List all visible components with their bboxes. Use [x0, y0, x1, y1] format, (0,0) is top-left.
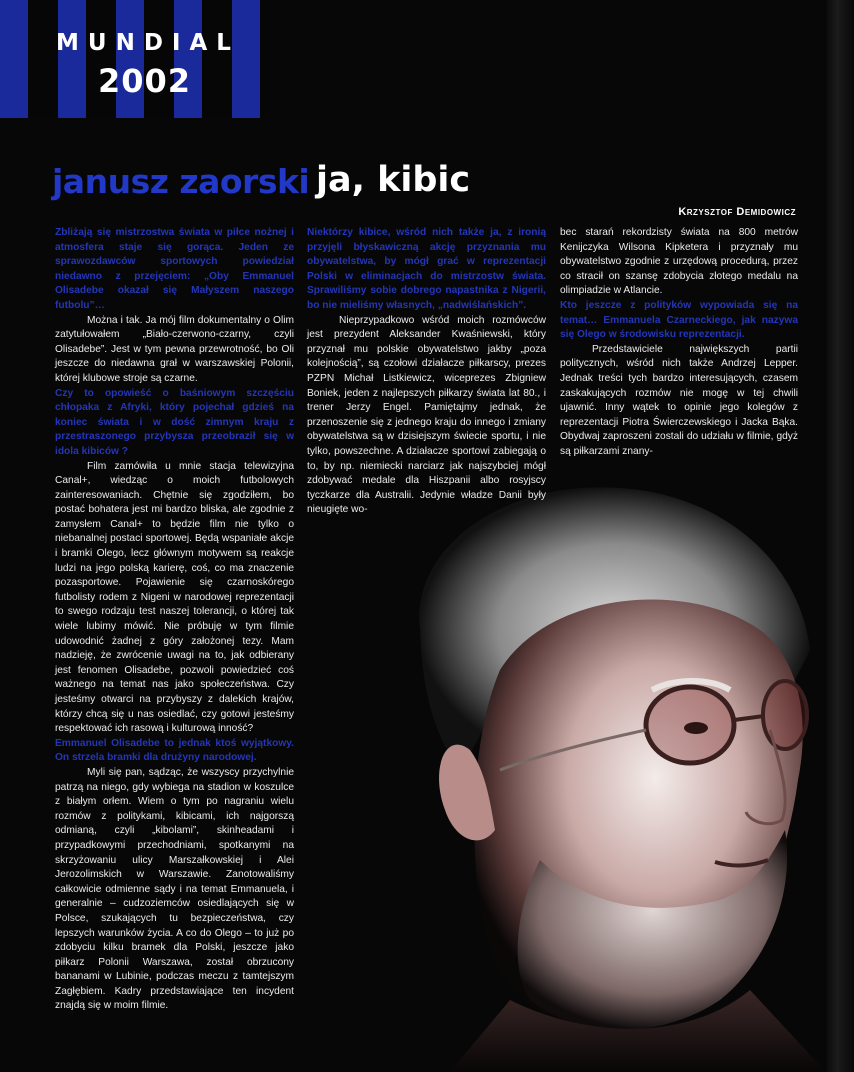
- masthead-year: 2002: [98, 62, 192, 100]
- column-1: [55, 226, 294, 1014]
- page-edge: [826, 0, 854, 1072]
- interview-answer: Można i tak. Ja mój film dokumentalny o Olim zatytułowałem „Biało-czerwono-czarny, czyli Olisadebe”. Jest w tym pewna przewrotność, bo Oli jeszcze do niedawna grał w warszawskiej Polonii, której klubowe stroje są czarne.: [55, 314, 294, 384]
- interview-answer: Przedstawiciele największych partii politycznych, wśród nich także Andrzej Lepper. Jednak treści tych bardzo interesujących, czasem zaskakujących rozmów nie mogę w tej chwili ujawnić. Inny wątek to opinie jego kolegów z reprezentacji Piotra Świerczewskiego i Jacka Bąka. Obydwaj zaproszeni zostali do udziału w filmie, gdyż są piłkarzami znany-: [560, 343, 798, 457]
- interview-question: Kto jeszcze z polityków wypowiada się na temat… Emmanuela Czarneckiego, jak nazywa się Olego w środowisku reprezentacji.: [560, 299, 798, 341]
- portrait-photo: [390, 480, 826, 1072]
- column-3: [560, 226, 798, 460]
- interview-answer: Nieprzypadkowo wśród moich rozmówców jest prezydent Aleksander Kwaśniewski, który przyznał mu polskie obywatelstwo jakby „poza kolejnością”, są czołowi działacze piłkarscy, prezes PZPN Michał Listkiewicz, wiceprezes Zbigniew Boniek, jeden z najlepszych piłkarzy świata lat 80., i trener Jerzy Engel. Pamiętajmy jednak, że przenoszenie się z jednego kraju do innego i zmiany obywatelstwa są w dzisiejszym świecie sportu, i nie tylko, powszechne. A działacze sportowi zabiegają o to, by np. niemiecki narciarz jak najszybciej mógł zdobywać medale dla Hiszpanii albo rosyjscy tyczkarze dla Australii. Jedynie władze Danii były nieugięte wo-: [307, 314, 546, 516]
- masthead-label: MUNDIAL: [56, 30, 240, 56]
- column-2: [307, 226, 546, 518]
- page-title: ja, kibic: [316, 160, 471, 200]
- interview-question: Emmanuel Olisadebe to jednak ktoś wyjątkowy. On strzela bramki dla drużyny narodowej.: [55, 737, 294, 764]
- masthead: [0, 0, 270, 118]
- interview-answer: Myli się pan, sądząc, że wszyscy przychylnie patrzą na niego, gdy wybiega na stadion w koszulce z białym orłem. Wiem o tym po nagraniu wielu rozmów z politykami, kibicami, ich najgorszą odmianą, czyli „kibolami”, skinheadami i przypadkowymi przechodniami, spotkanymi na skrzyżowaniu ulicy Marszałkowskiej i Alei Jerozolimskich w Warszawie. Zanotowaliśmy całkowicie odmienne sądy i na temat Emmanuela, i generalnie – cudzoziemców osiedlających się w Polsce, szukających tu bezpieczeństwa, czy lepszych warunków życia. A co do Olego – to już po zdobyciu kilku bramek dla Polski, jeszcze jako piłkarz Polonii Warszawa, został obrzucony bananami w Lubinie, podczas meczu z tamtejszym Zagłębiem. Kadry przedstawiające ten incydent znajdą się w moim filmie.: [55, 766, 294, 1012]
- interview-question: Niektórzy kibice, wśród nich także ja, z ironią przyjęli błyskawiczną akcję przyznania mu obywatelstwa, by mógł grać w reprezentacji Polski w eliminacjach do mistrzostw świata. Sprawiliśmy sobie dobrego napastnika z Nigerii, bo nie mieliśmy własnych, „nadwiślańskich”.: [307, 227, 546, 311]
- interview-answer: Film zamówiła u mnie stacja telewizyjna Canal+, wiedząc o moich futbolowych zainteresowaniach. Chętnie się zgodziłem, bo postać bohatera jest mi bardzo bliska, ale zgodnie z zamysłem Canal+ to będzie film nie tylko o niebanalnej postaci sportowej. Będą wspaniałe akcje i bramki Olego, lecz głównym motywem są reakcje ludzi na jego polską karierę, coś, co ma znaczenie pozasportowe. Pojawienie się czarnoskórego futbolisty rodem z Nigeni w narodowej reprezentacji to swego rodzaju test naszej tolerancji, o której tak wiele lubimy mówić. Nie próbuję w tym filmie udowodnić żadnej z góry założonej tezy. Mam nadzieję, że zwrócenie uwagi na to, jak odbierany jest fenomen Olisadebe, pozwoli powiedzieć coś ważnego na temat nas jako społeczeństwa. Czy jesteśmy otwarci na przybyszy z dalekich krajów, którzy chcą się u nas osiedlać, czy gotowi jesteśmy respektować ich rasową i kulturową inność?: [55, 460, 294, 735]
- title-author: janusz zaorski: [52, 162, 310, 201]
- interview-question: Zbliżają się mistrzostwa świata w piłce nożnej i atmosfera staje się gorąca. Jeden ze sprawozdawców sportowych powiedział niedawno z przejęciem: „Oby Emmanuel Olisadebe okazał się Małyszem naszego futbolu”…: [55, 227, 294, 311]
- interview-question: Czy to opowieść o baśniowym szczęściu chłopaka z Afryki, który pojechał gdzieś na koniec świata i w dość zimnym kraju z przestraszonego przybysza przeobraził się w idola kibiców ?: [55, 387, 294, 457]
- byline: Krzysztof Demidowicz: [678, 206, 796, 218]
- interview-answer: bec starań rekordzisty świata na 800 metrów Kenijczyka Wilsona Kipketera i przyznały mu obywatelstwo zgodnie z urzędową procedurą, przez co stracił on szansę zdobycia złotego medalu na olimpiadzie w Atlancie.: [560, 227, 798, 297]
